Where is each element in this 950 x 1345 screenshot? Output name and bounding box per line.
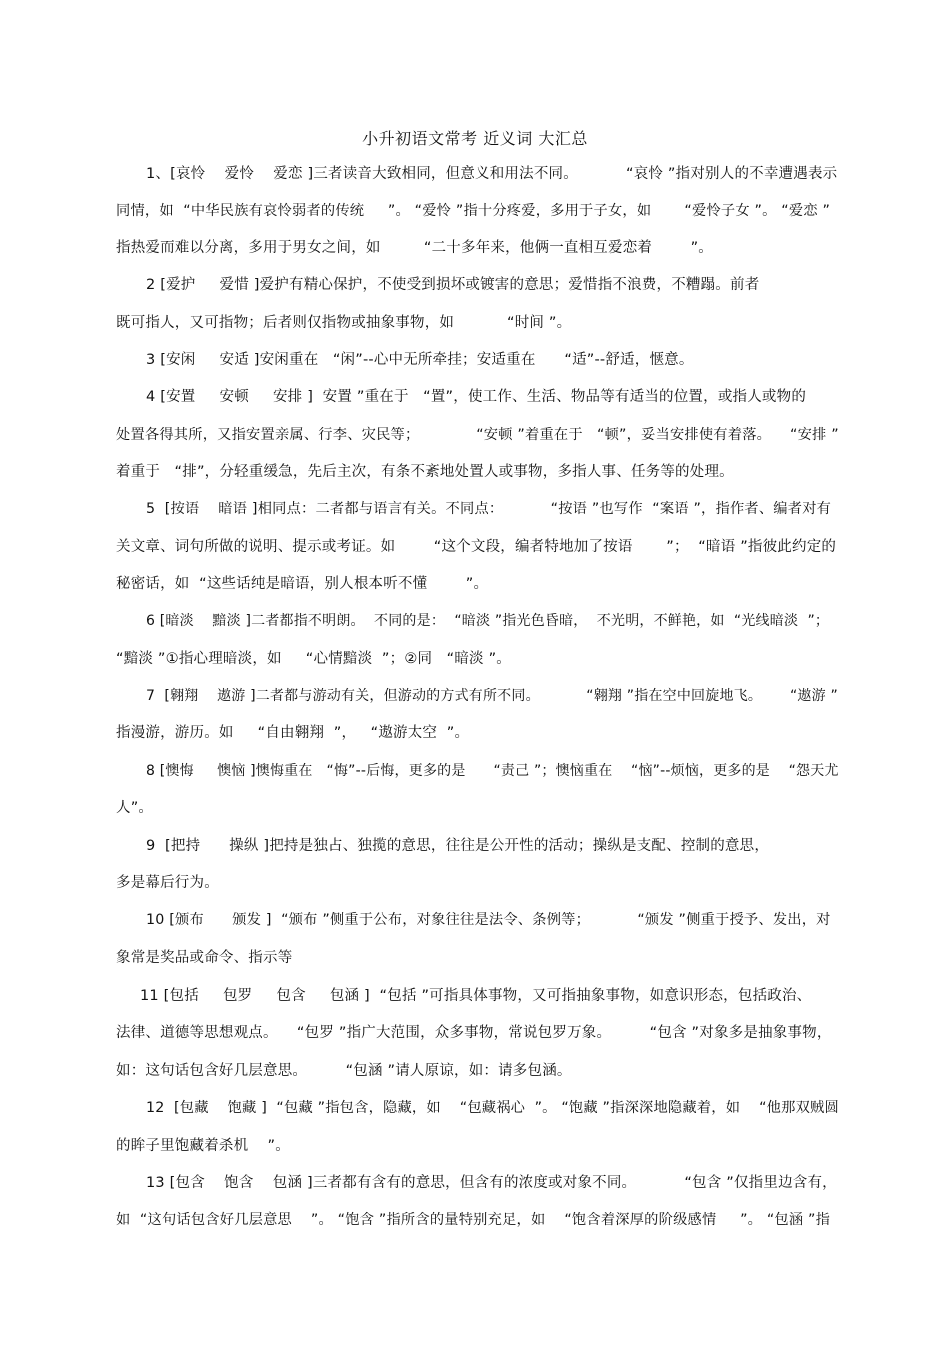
text-line: 处置各得其所，又指安置亲属、行李、灾民等； “安顿 ”着重在于 “顿”，妥当安排使有着落。 “安排 ” xyxy=(116,427,839,443)
text-line: 10 [颁布 颁发 ] “颁布 ”侧重于公布，对象往往是法令、条例等； “颁发 ”侧重于授予、发出，对 xyxy=(146,912,831,928)
text-line: 着重于 “排”，分轻重缓急，先后主次，有条不紊地处置人或事物，多指人事、任务等的处理。 xyxy=(116,464,734,480)
text-line: 2 [爱护 爱惜 ]爱护有精心保护，不使受到损坏或镀害的意思；爱惜指不浪费，不糟蹋。前者 xyxy=(146,277,760,293)
text-line: “黯淡 ”①指心理暗淡，如 “心情黯淡 ”；②同 “暗淡 ”。 xyxy=(116,651,511,667)
text-line: 3 [安闲 安适 ]安闲重在 “闲”--心中无所牵挂；安适重在 “适”--舒适，惬意。 xyxy=(146,352,694,368)
text-line: 秘密话，如 “这些话纯是暗语，别人根本听不懂 ”。 xyxy=(116,576,489,592)
text-line: 13 [包含 饱含 包涵 ]三者都有含有的意思，但含有的浓度或对象不同。 “包含 ”仅指里边含有， xyxy=(146,1175,837,1191)
text-line: 的眸子里饱藏着杀机 ”。 xyxy=(116,1138,290,1154)
document-title: 小升初语文常考 近义词 大汇总 xyxy=(362,129,588,148)
text-line: 1、[哀怜 爱怜 爱恋 ]三者读音大致相同，但意义和用法不同。 “哀怜 ”指对别人的不幸遭遇表示 xyxy=(146,166,838,182)
text-line: 8 [懊悔 懊恼 ]懊悔重在 “悔”--后悔，更多的是 “责己 ”；懊恼重在 “恼”--烦恼，更多的是 “怨天尤 xyxy=(146,763,839,779)
text-line: 关文章、词句所做的说明、提示或考证。如 “这个文段，编者特地加了按语 ”； “暗语 ”指彼此约定的 xyxy=(116,539,837,555)
text-line: 法律、道德等思想观点。 “包罗 ”指广大范围，众多事物，常说包罗万象。 “包含 ”对象多是抽象事物， xyxy=(116,1025,832,1041)
text-line: 指热爱而难以分离，多用于男女之间，如 “二十多年来，他俩一直相互爱恋着 ”。 xyxy=(116,240,713,256)
text-line: 9 [把持 操纵 ]把持是独占、独揽的意思，往往是公开性的活动；操纵是支配、控制的意思， xyxy=(146,838,770,854)
text-line: 既可指人，又可指物；后者则仅指物或抽象事物，如 “时间 ”。 xyxy=(116,315,572,331)
text-line: 人”。 xyxy=(116,800,154,816)
text-line: 如 “这句话包含好几层意思 ”。 “饱含 ”指所含的量特别充足，如 “饱含着深厚的阶级感情 ”。 “包涵 ”指 xyxy=(116,1212,831,1228)
text-line: 如：这句话包含好几层意思。 “包涵 ”请人原谅，如：请多包涵。 xyxy=(116,1063,572,1079)
text-line: 指漫游，游历。如 “自由翱翔 ”， “遨游太空 ”。 xyxy=(116,725,470,741)
text-line: 象常是奖品或命令、指示等 xyxy=(116,950,293,966)
text-line: 4 [安置 安顿 安排 ] 安置 ”重在于 “置”，使工作、生活、物品等有适当的位置，或指人或物的 xyxy=(146,389,807,405)
text-line: 多是幕后行为。 xyxy=(116,875,219,891)
text-line: 11 [包括 包罗 包含 包涵 ] “包括 ”可指具体事物，又可指抽象事物，如意识形态，包括政治、 xyxy=(140,988,812,1004)
text-line: 12 [包藏 饱藏 ] “包藏 ”指包含，隐藏，如 “包藏祸心 ”。 “饱藏 ”指深深地隐藏着，如 “他那双贼圆 xyxy=(146,1100,839,1116)
text-line: 7 [翱翔 遨游 ]二者都与游动有关，但游动的方式有所不同。 “翱翔 ”指在空中回旋地飞。 “遨游 ” xyxy=(146,688,838,704)
text-line: 同情，如 “中华民族有哀怜弱者的传统 ”。 “爱怜 ”指十分疼爱，多用于子女，如 “爱怜子女 ”。 “爱恋 ” xyxy=(116,203,831,219)
text-line: 5 [按语 暗语 ]相同点：二者都与语言有关。不同点： “按语 ”也写作 “案语 ”，指作者、编者对有 xyxy=(146,501,832,517)
text-line: 6 [暗淡 黯淡 ]二者都指不明朗。 不同的是： “暗淡 ”指光色昏暗， 不光明，不鲜艳，如 “光线暗淡 ”； xyxy=(146,613,830,629)
